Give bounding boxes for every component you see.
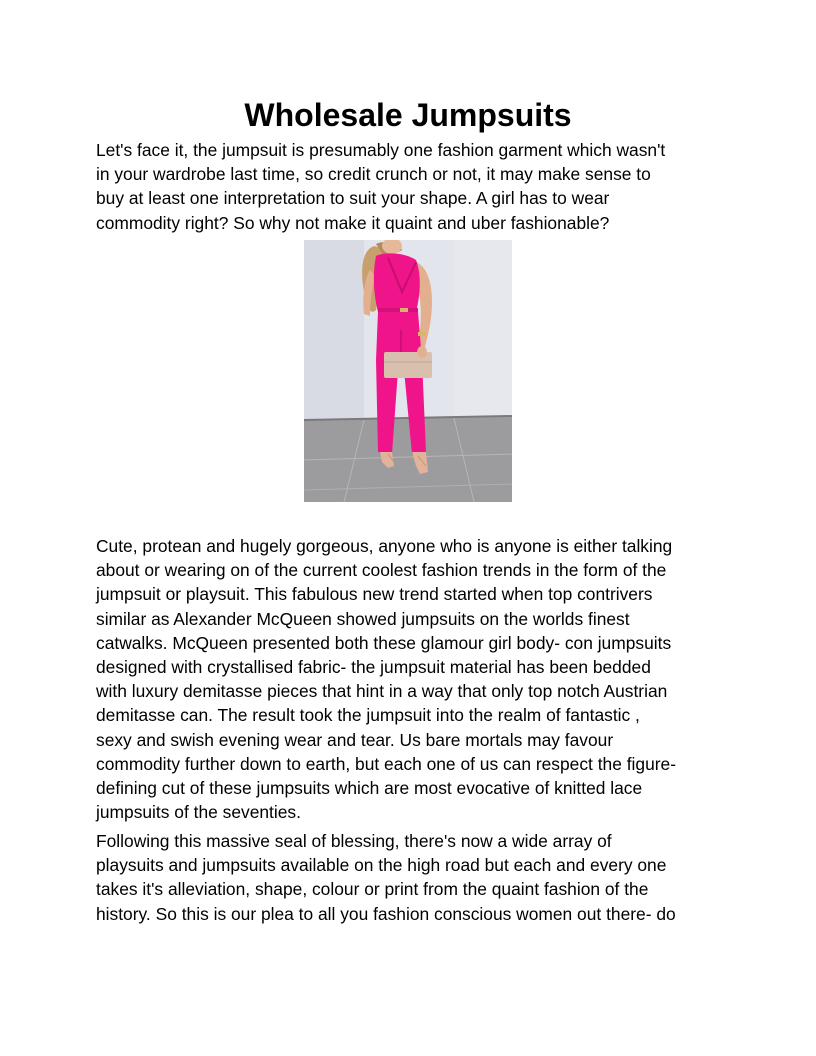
body-paragraph: [96, 534, 726, 824]
text-line: jumpsuits of the seventies.: [96, 802, 301, 823]
text-line: in your wardrobe last time, so credit crunch or not, it may make sense to: [96, 164, 651, 185]
closing-paragraph: [96, 829, 726, 926]
intro-paragraph: [96, 138, 726, 235]
text-line: takes it's alleviation, shape, colour or print from the quaint fashion of the: [96, 879, 649, 900]
text-line: about or wearing on of the current coolest fashion trends in the form of the: [96, 560, 667, 581]
text-line: playsuits and jumpsuits available on the high road but each and every one: [96, 855, 667, 876]
text-line: demitasse can. The result took the jumpsuit into the realm of fantastic ,: [96, 705, 640, 726]
text-line: defining cut of these jumpsuits which are most evocative of knitted lace: [96, 778, 643, 799]
text-line: catwalks. McQueen presented both these glamour girl body- con jumpsuits: [96, 632, 672, 653]
text-line: with luxury demitasse pieces that hint in a way that only top notch Austrian: [96, 681, 668, 702]
text-line: jumpsuit or playsuit. This fabulous new trend started when top contrivers: [96, 584, 653, 605]
text-line: Following this massive seal of blessing, there's now a wide array of: [96, 831, 612, 851]
jumpsuit-photo: [304, 240, 512, 502]
text-line: commodity further down to earth, but each one of us can respect the figure-: [96, 753, 677, 774]
text-line: Let's face it, the jumpsuit is presumably one fashion garment which wasn't: [96, 140, 666, 160]
text-line: Cute, protean and hugely gorgeous, anyone who is anyone is either talking: [96, 536, 673, 556]
text-line: sexy and swish evening wear and tear. Us bare mortals may favour: [96, 729, 614, 750]
text-line: similar as Alexander McQueen showed jumpsuits on the worlds finest: [96, 608, 630, 629]
text-line: buy at least one interpretation to suit your shape. A girl has to wear: [96, 188, 610, 209]
text-line: commodity right? So why not make it quaint and uber fashionable?: [96, 212, 610, 233]
page-title: Wholesale Jumpsuits: [244, 97, 572, 133]
text-line: designed with crystallised fabric- the jumpsuit material has been bedded: [96, 657, 651, 678]
text-line: history. So this is our plea to all you fashion conscious women out there- do: [96, 903, 676, 924]
